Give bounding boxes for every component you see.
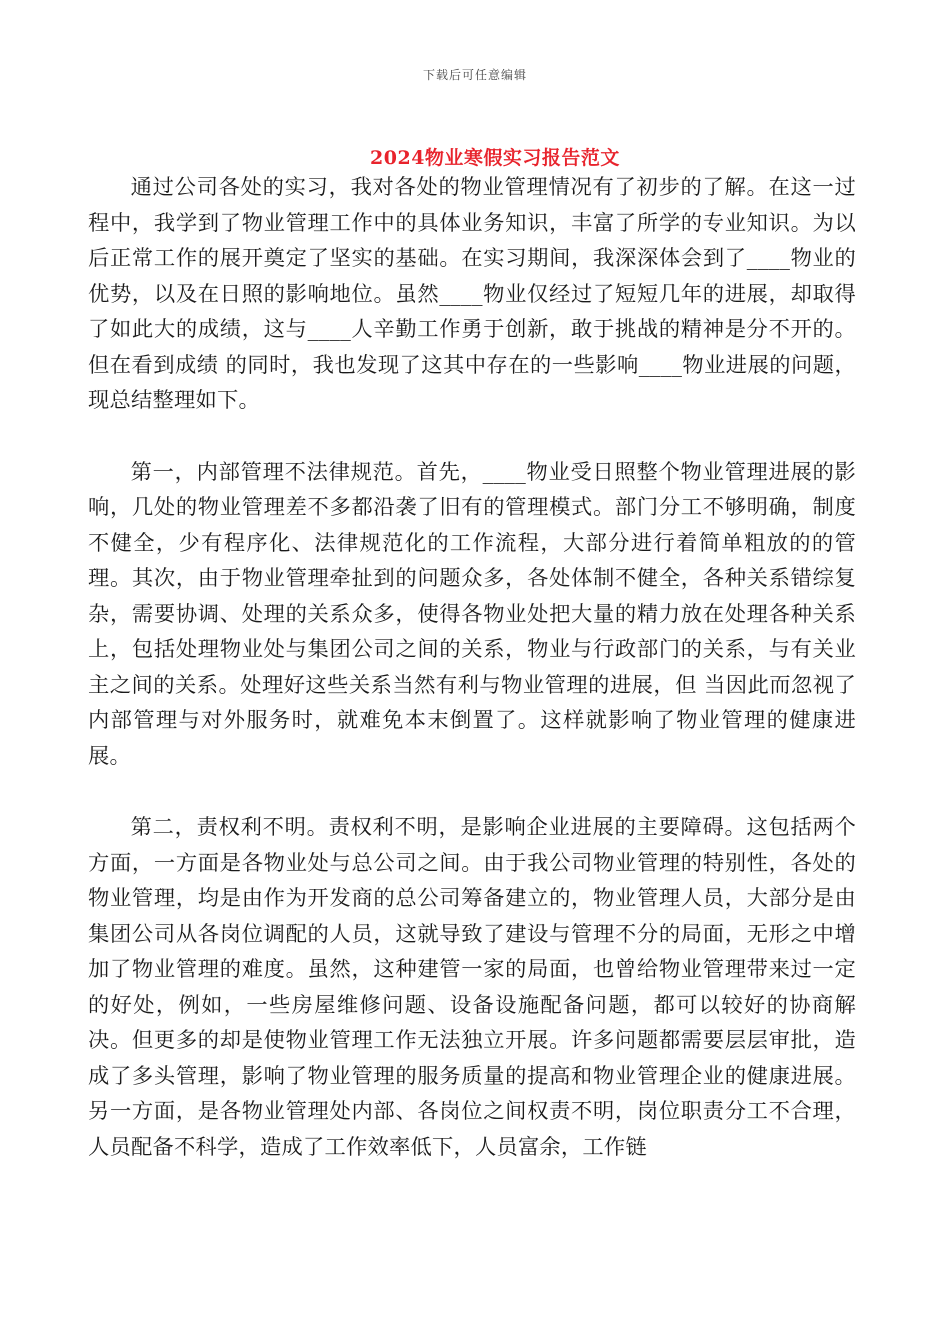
paragraph-intro: 通过公司各处的实习，我对各处的物业管理情况有了初步的了解。在这一过程中，我学到了物业管理工作中的具体业务知识，丰富了所学的专业知识。为以后正常工作的展开奠定了坚实的基础。在实习期间，我深深体会到了____物业的优势，以及在日照的影响地位。虽然____物业仅经过了短短几年的进展，却取得了如此大的成绩，这与____人辛勤工作勇于创新，敢于挑战的精神是分不开的。但在看到成绩 的同时，我也发现了这其中存在的一些影响____物业进展的问题，现总结整理如下。	[88, 175, 856, 413]
paragraph-first-issue: 第一，内部管理不法律规范。首先，____物业受日照整个物业管理进展的影响，几处的物业管理差不多都沿袭了旧有的管理模式。部门分工不够明确，制度不健全，少有程序化、法律规范化的工作流程，大部分进行着简单粗放的的管理。其次，由于物业管理牵扯到的问题众多，各处体制不健全，各种关系错综复杂，需要协调、处理的关系众多，使得各物业处把大量的精力放在处理各种关系上，包括处理物业处与集团公司之间的关系，物业与行政部门的关系，与有关业主之间的关系。处理好这些关系当然有利与物业管理的进展，但 当因此而忽视了内部管理与对外服务时，就难免本末倒置了。这样就影响了物业管理的健康进展。	[88, 459, 856, 769]
header-note: 下载后可任意编辑	[422, 68, 527, 82]
document-title: 2024物业寒假实习报告范文	[370, 147, 620, 169]
document-body	[88, 170, 856, 1201]
paragraph-second-issue: 第二，责权利不明。责权利不明，是影响企业进展的主要障碍。这包括两个方面，一方面是各物业处与总公司之间。由于我公司物业管理的特别性，各处的物业管理，均是由作为开发商的总公司筹备建立的，物业管理人员，大部分是由集团公司从各岗位调配的人员，这就导致了建设与管理不分的局面，无形之中增加了物业管理的难度。虽然，这种建管一家的局面，也曾给物业管理带来过一定的好处，例如，一些房屋维修问题、设备设施配备问题，都可以较好的协商解决。但更多的却是使物业管理工作无法独立开展。许多问题都需要层层审批，造成了多头管理，影响了物业管理的服务质量的提高和物业管理企业的健康进展。另一方面，是各物业管理处内部、各岗位之间权责不明，岗位职责分工不合理，人员配备不科学，造成了工作效率低下，人员富余，工作链	[88, 815, 856, 1160]
